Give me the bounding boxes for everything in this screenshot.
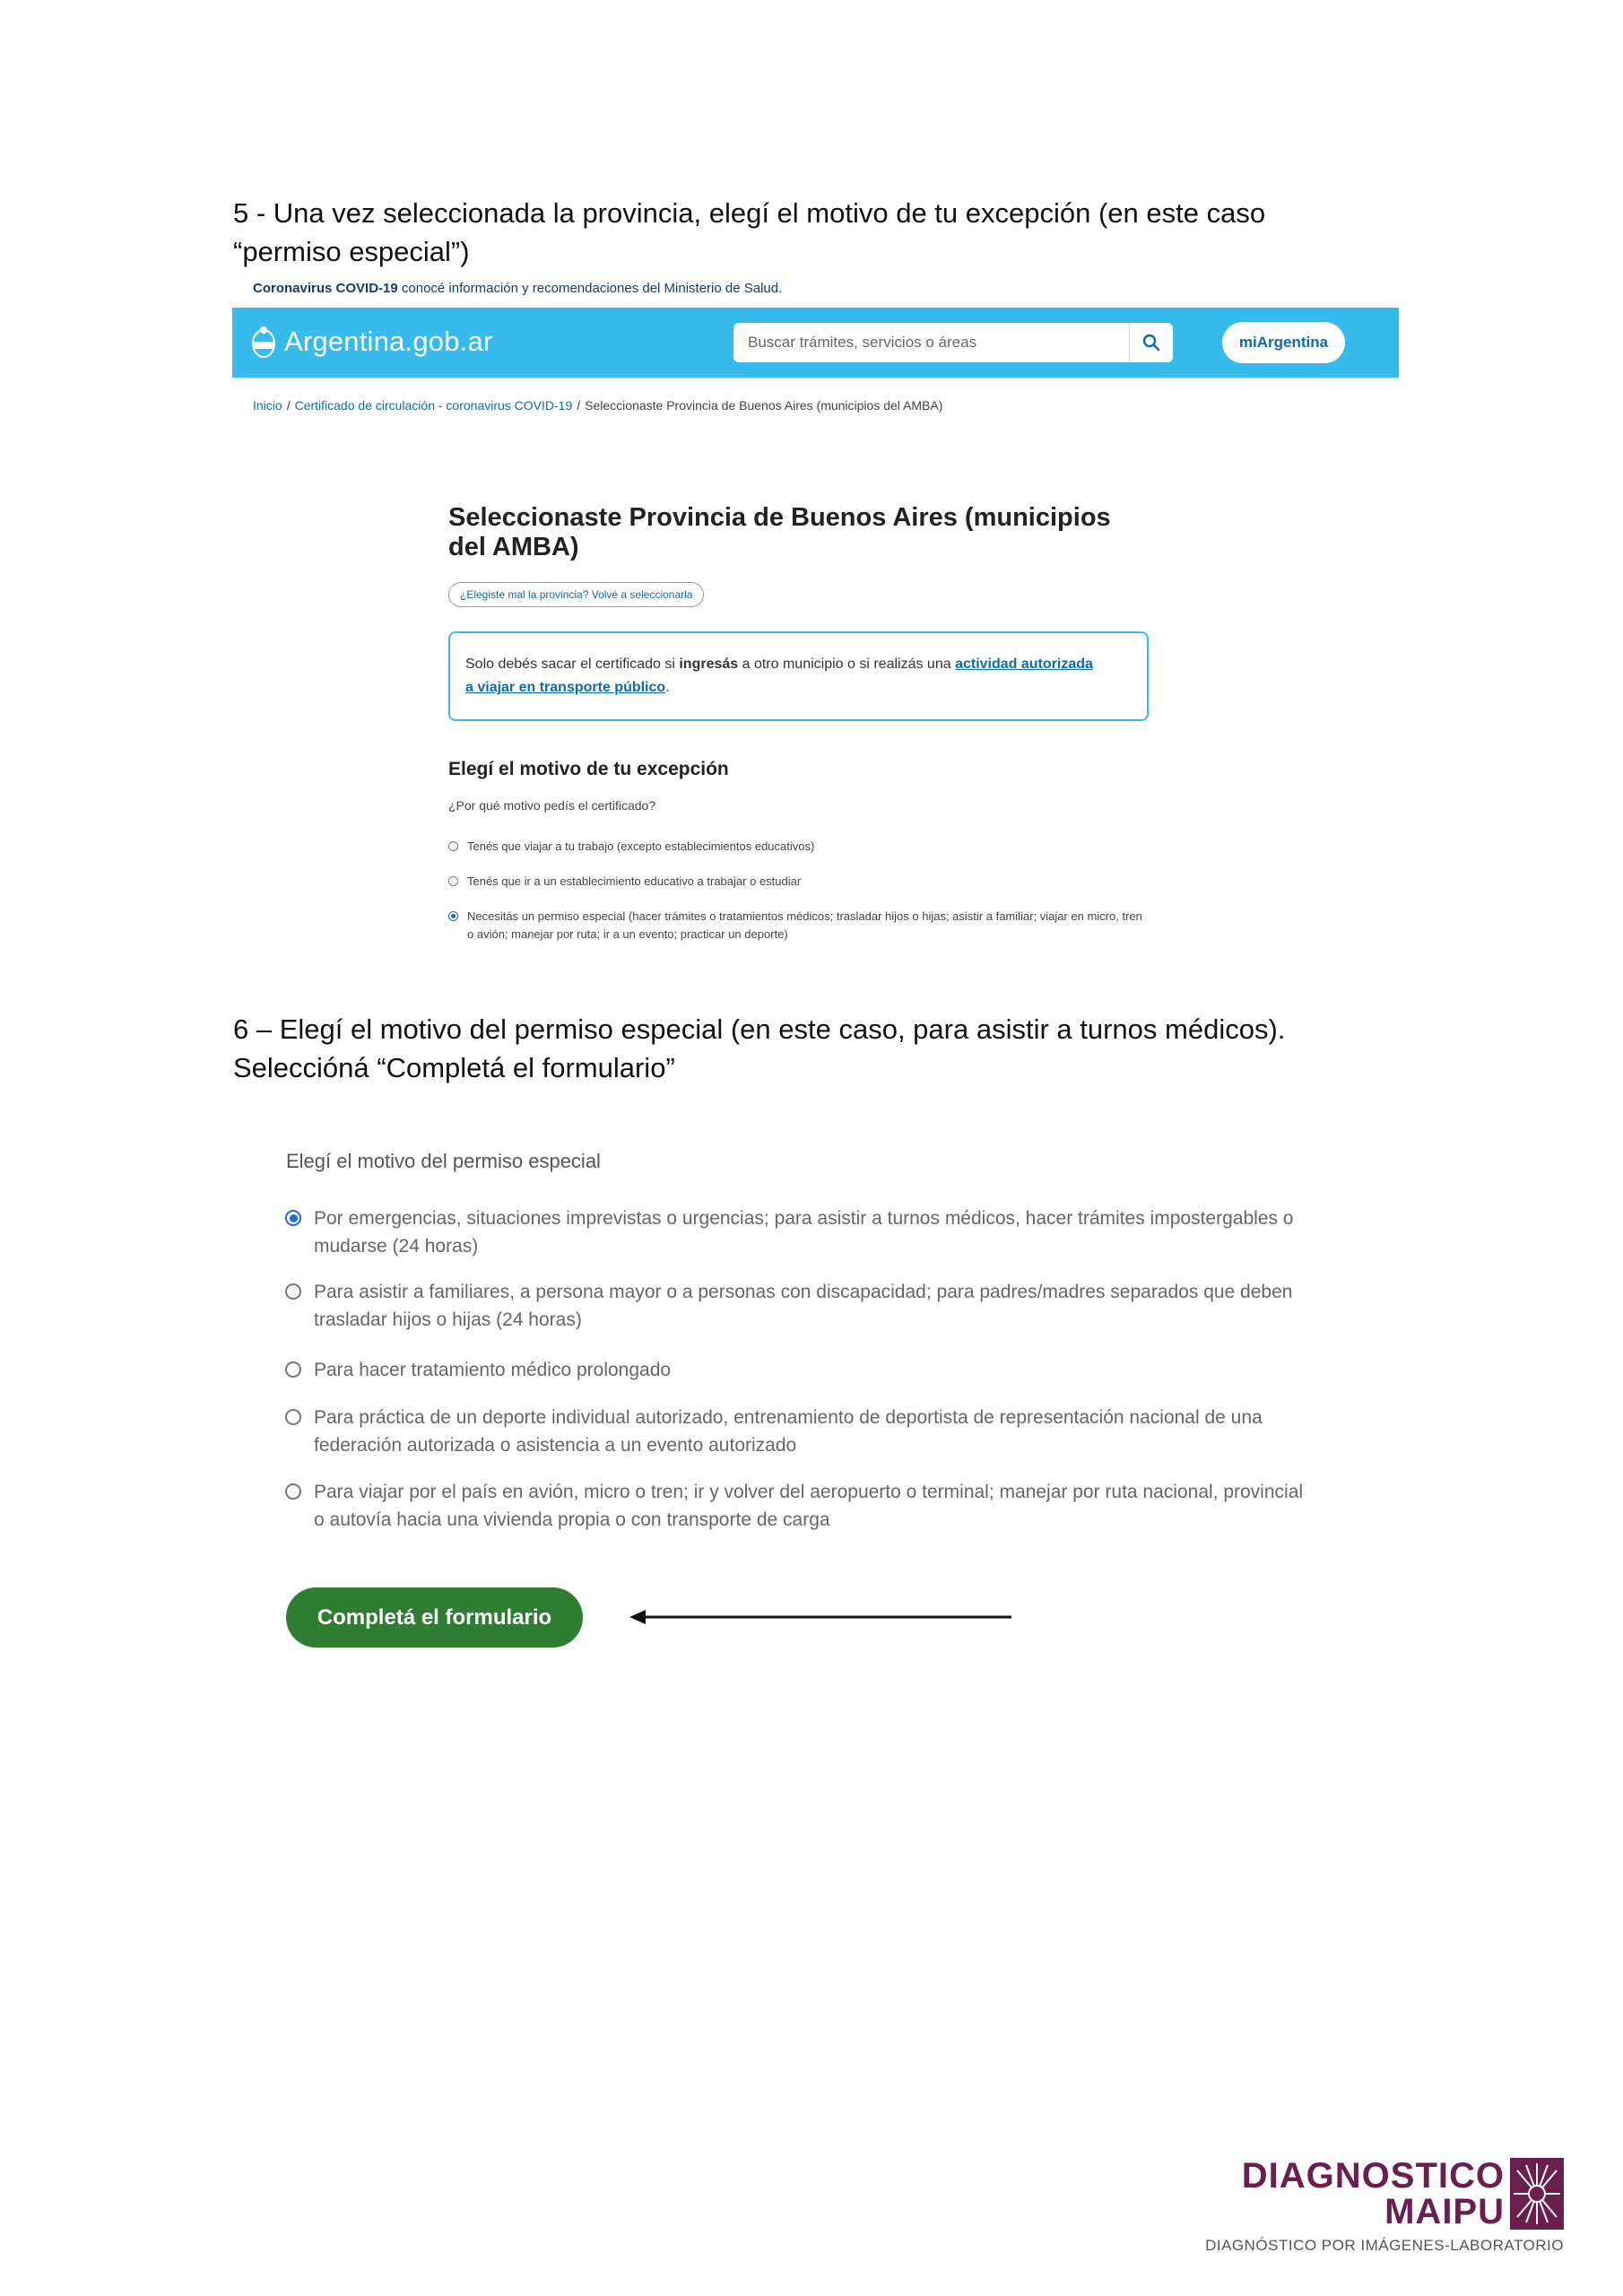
permit-option-selected[interactable] bbox=[285, 1205, 1307, 1260]
breadcrumb-current: Seleccionaste Provincia de Buenos Aires (municipios del AMBA) bbox=[585, 398, 943, 413]
permit-option-label: Para asistir a familiares, a persona mayor o a personas con discapacidad; para padres/madres separados que deben trasladar hijos o hijas (24 horas) bbox=[314, 1282, 1293, 1330]
radio-icon[interactable] bbox=[285, 1283, 301, 1300]
transport-activity-link[interactable]: actividad autorizada a viajar en transporte público bbox=[465, 657, 1093, 695]
permit-option[interactable] bbox=[285, 1404, 1307, 1459]
brand-mark-icon bbox=[1510, 2158, 1564, 2230]
breadcrumb-certificado[interactable]: Certificado de circulación - coronavirus COVID-19 bbox=[294, 398, 573, 413]
search-input[interactable]: Buscar trámites, servicios o áreas bbox=[748, 334, 977, 351]
permit-option[interactable] bbox=[285, 1278, 1307, 1334]
brand-subtitle: DIAGNÓSTICO POR IMÁGENES-LABORATORIO bbox=[1205, 2237, 1564, 2254]
permit-option-label: Para viajar por el país en avión, micro o tren; ir y volver del aeropuerto o terminal; manejar por ruta nacional, provincial o autovía hacia una vivienda propia o con transporte de carga bbox=[314, 1482, 1304, 1530]
complete-form-button[interactable]: Completá el formulario bbox=[286, 1587, 583, 1648]
exception-question: ¿Por qué motivo pedís el certificado? bbox=[448, 798, 656, 813]
radio-icon[interactable] bbox=[285, 1361, 301, 1378]
pointer-arrow-icon bbox=[628, 1604, 1013, 1631]
breadcrumb-home[interactable]: Inicio bbox=[253, 398, 282, 413]
exception-option-label: Tenés que ir a un establecimiento educativo a trabajar o estudiar bbox=[467, 874, 802, 888]
special-permit-title: Elegí el motivo del permiso especial bbox=[286, 1150, 601, 1172]
permit-option[interactable] bbox=[285, 1356, 1307, 1384]
permit-option-label: Por emergencias, situaciones imprevistas o urgencias; para asistir a turnos médicos, hacer trámites impostergables o mudarse (24 horas) bbox=[314, 1208, 1294, 1257]
site-logo[interactable] bbox=[250, 324, 492, 360]
step5-heading bbox=[233, 194, 1265, 271]
permit-option[interactable] bbox=[285, 1478, 1307, 1534]
covid-banner-bold[interactable]: Coronavirus COVID-19 bbox=[253, 281, 398, 296]
brand-line2: MAIPU bbox=[1384, 2192, 1505, 2231]
radio-icon[interactable] bbox=[448, 841, 458, 851]
logo-text: Argentina.gob.ar bbox=[284, 326, 493, 357]
step6-heading bbox=[233, 1010, 1285, 1087]
radio-selected-icon[interactable] bbox=[285, 1210, 301, 1226]
change-province-link[interactable]: ¿Elegiste mal la provincia? Volvé a seleccionarla bbox=[448, 582, 704, 607]
search-box[interactable] bbox=[733, 323, 1173, 362]
site-header bbox=[232, 308, 1399, 378]
exception-title: Elegí el motivo de tu excepción bbox=[448, 759, 729, 779]
search-icon bbox=[1142, 334, 1160, 352]
info-text: Solo debés sacar el certificado si ingresás a otro municipio o si realizás una actividad autorizada a viajar en transporte público. bbox=[465, 657, 1093, 695]
exception-option-label: Tenés que viajar a tu trabajo (excepto establecimientos educativos) bbox=[467, 839, 815, 853]
argentina-emblem-icon bbox=[250, 324, 277, 360]
radio-icon[interactable] bbox=[285, 1483, 301, 1500]
step5-line1: 5 - Una vez seleccionada la provincia, elegí el motivo de tu excepción (en este caso bbox=[233, 197, 1266, 229]
search-button[interactable] bbox=[1129, 323, 1173, 362]
permit-option-label: Para hacer tratamiento médico prolongado bbox=[314, 1360, 672, 1380]
step6-line2: Seleccióná “Completá el formulario” bbox=[233, 1052, 675, 1083]
exception-option-selected[interactable] bbox=[448, 908, 1148, 944]
covid-banner bbox=[253, 281, 782, 296]
radio-icon[interactable] bbox=[285, 1409, 301, 1425]
covid-banner-text: conocé información y recomendaciones del Ministerio de Salud. bbox=[397, 281, 783, 296]
info-alert bbox=[448, 631, 1149, 721]
radio-icon[interactable] bbox=[448, 876, 458, 886]
step5-line2: “permiso especial”) bbox=[233, 236, 470, 267]
step6-line1: 6 – Elegí el motivo del permiso especial (en este caso, para asistir a turnos médicos). bbox=[233, 1013, 1286, 1045]
exception-option[interactable] bbox=[448, 838, 814, 856]
miargentina-button[interactable]: miArgentina bbox=[1222, 322, 1345, 363]
exception-option-label: Necesitás un permiso especial (hacer trámites o tratamientos médicos; trasladar hijos o hijas; asistir a familiar; viajar en micro, tren o avión; manejar por ruta; ir a un evento; practicar un deporte) bbox=[467, 909, 1142, 941]
permit-option-label: Para práctica de un deporte individual autorizado, entrenamiento de deportista de representación nacional de una federación autorizada o asistencia a un evento autorizado bbox=[314, 1407, 1263, 1456]
diagnostico-maipu-logo bbox=[1205, 2156, 1564, 2255]
radio-selected-icon[interactable] bbox=[448, 911, 458, 921]
breadcrumb: Inicio / Certificado de circulación - coronavirus COVID-19 / Seleccionaste Provincia de Buenos Aires (municipios del AMBA) bbox=[253, 398, 943, 413]
exception-option[interactable] bbox=[448, 873, 801, 891]
brand-line1: DIAGNOSTICO bbox=[1241, 2156, 1505, 2196]
page-title: Seleccionaste Provincia de Buenos Aires (municipios del AMBA) bbox=[448, 503, 1111, 561]
